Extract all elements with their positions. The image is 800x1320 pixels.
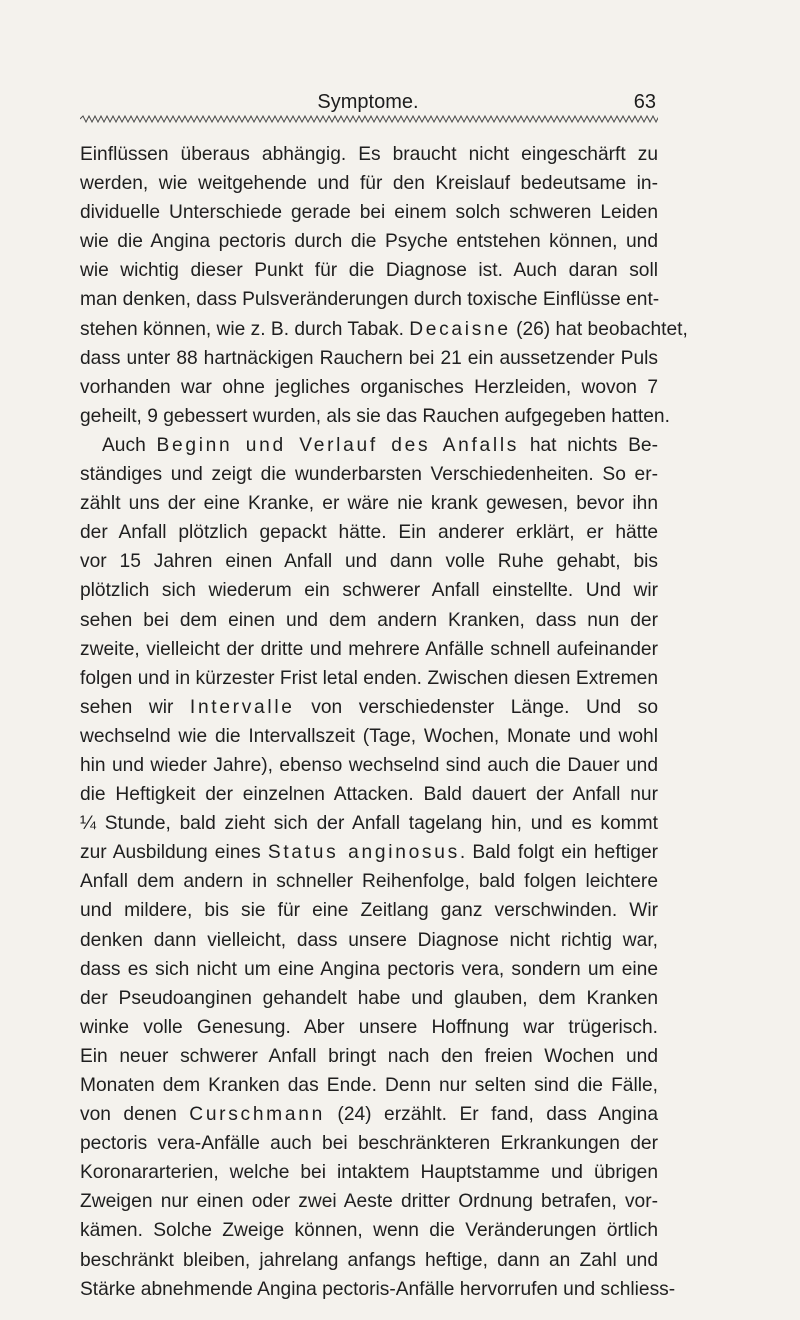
ornamental-wavy-rule [80,115,658,123]
text-run: plötzlich sich wiederum ein schwerer Anfall einstellte. Und wir [80,580,658,602]
text-run: von verschiedenster Länge. Und so [294,696,659,718]
text-run: Zweigen nur einen oder zwei Aeste dritter Ordnung betrafen, vor- [80,1191,658,1213]
text-run: und mildere, bis sie für eine Zeitlang ganz verschwinden. Wir [80,900,658,922]
text-run: werden, wie weitgehende und für den Kreislauf bedeutsame in- [80,173,658,195]
text-run: . Bald folgt ein heftiger [459,842,659,864]
text-line [80,1071,658,1100]
text-run: kämen. Solche Zweige können, wenn die Veränderungen örtlich [80,1220,658,1242]
text-line [80,1013,658,1042]
text-line [80,693,658,722]
spaced-emphasis: Decaisne [409,318,511,340]
text-run: vorhanden war ohne jegliches organisches Herzleiden, wovon 7 [80,376,658,398]
text-line [80,1100,658,1129]
text-line [80,896,658,925]
text-run: dividuelle Unterschiede gerade bei einem solch schweren Leiden [80,202,658,224]
text-line [80,373,658,402]
spaced-emphasis: Status anginosus [267,842,460,864]
running-head [80,90,656,114]
text-line [80,198,658,227]
text-line [80,285,658,314]
text-run: stehen können, wie z. B. durch Tabak. [80,318,410,340]
spaced-emphasis: Curschmann [189,1104,325,1126]
text-run: winke volle Genesung. Aber unsere Hoffnung war trügerisch. [80,1016,658,1038]
text-line [80,780,658,809]
text-run: Koronararterien, welche bei intaktem Hauptstamme und übrigen [80,1162,658,1184]
text-run: (24) erzählt. Er fand, dass Angina [324,1104,658,1126]
text-line [80,460,658,489]
text-line [80,576,658,605]
text-line [80,984,658,1013]
text-run: dass es sich nicht um eine Angina pectoris vera, sondern um eine [80,958,658,980]
text-line [80,402,670,431]
text-run: wie wichtig dieser Punkt für die Diagnose ist. Auch daran soll [80,260,658,282]
text-line [80,431,658,460]
text-run: Monaten dem Kranken das Ende. Denn nur selten sind die Fälle, [80,1075,658,1096]
text-run: wie die Angina pectoris durch die Psyche entstehen können, und [80,231,658,253]
text-line [80,722,658,751]
text-run: hat nichts Be- [519,434,658,456]
text-line [80,867,658,896]
text-run: der Pseudoanginen gehandelt habe und glauben, dem Kranken [80,987,658,1009]
text-line [80,489,658,518]
text-line [80,344,658,373]
text-run: Auch [102,434,157,456]
text-line [80,140,658,169]
text-line [80,809,658,838]
text-run: die Heftigkeit der einzelnen Attacken. Bald dauert der Anfall nur [80,784,658,806]
page-number: 63 [633,91,656,113]
text-line [80,518,658,547]
text-run: hin und wieder Jahre), ebenso wechselnd sind auch die Dauer und [80,754,658,776]
text-run: Stärke abnehmende Angina pectoris-Anfälle hervorrufen und schliess- [80,1278,676,1300]
text-run: zur Ausbildung eines [80,842,268,864]
text-run: sehen bei dem einen und dem andern Kranken, dass nun der [80,609,658,631]
text-run: (26) hat beobachtet, [510,318,688,340]
text-line [80,1275,676,1304]
text-line [80,955,658,984]
text-line [80,1042,658,1071]
text-run: denken dann vielleicht, dass unsere Diagnose nicht richtig war, [80,929,658,951]
text-line [80,227,658,256]
text-run: geheilt, 9 gebessert wurden, als sie das Rauchen aufgegeben hatten. [80,405,670,427]
text-run: zählt uns der eine Kranke, er wäre nie krank gewesen, bevor ihn [80,493,658,515]
text-run: Anfall dem andern in schneller Reihenfolge, bald folgen leichtere [80,871,658,893]
text-run: wechselnd wie die Intervallszeit (Tage, Wochen, Monate und wohl [80,725,658,747]
text-line [80,838,658,867]
text-run: ¼ Stunde, bald zieht sich der Anfall tagelang hin, und es kommt [80,813,658,835]
text-run: vor 15 Jahren einen Anfall und dann volle Ruhe gehabt, bis [80,551,658,573]
text-run: der Anfall plötzlich gepackt hätte. Ein anderer erklärt, er hätte [80,522,658,544]
text-line [80,547,658,576]
text-line [80,1129,658,1158]
text-line [80,315,688,344]
text-line [80,751,658,780]
text-line [80,1246,658,1275]
text-line [80,1216,658,1245]
running-title: Symptome. [317,91,419,113]
text-run: zweite, vielleicht der dritte und mehrere Anfälle schnell aufeinander [80,638,658,660]
text-run: man denken, dass Pulsveränderungen durch toxische Einflüsse ent- [80,289,660,311]
text-line [80,926,658,955]
text-line [80,635,658,664]
text-run: sehen wir [80,696,190,718]
spaced-emphasis: Intervalle [189,696,295,718]
text-line [80,169,658,198]
text-run: folgen und in kürzester Frist letal enden. Zwischen diesen Extremen [80,667,658,689]
text-run: von denen [80,1104,190,1126]
body-text [80,140,688,1304]
text-line [80,1187,658,1216]
text-run: ständiges und zeigt die wunderbarsten Verschiedenheiten. So er- [80,464,658,486]
text-line [80,1158,658,1187]
text-run: dass unter 88 hartnäckigen Rauchern bei 21 ein aussetzender Puls [80,347,658,369]
text-line [80,606,658,635]
text-run: pectoris vera-Anfälle auch bei beschränkteren Erkrankungen der [80,1133,658,1155]
text-run: Einflüssen überaus abhängig. Es braucht nicht eingeschärft zu [80,144,658,165]
text-run: beschränkt bleiben, jahrelang anfangs heftige, dann an Zahl und [80,1249,658,1271]
text-line [80,256,658,285]
text-run: Ein neuer schwerer Anfall bringt nach den freien Wochen und [80,1045,658,1067]
spaced-emphasis: Beginn und Verlauf des Anfalls [156,434,520,456]
text-line [80,664,658,693]
